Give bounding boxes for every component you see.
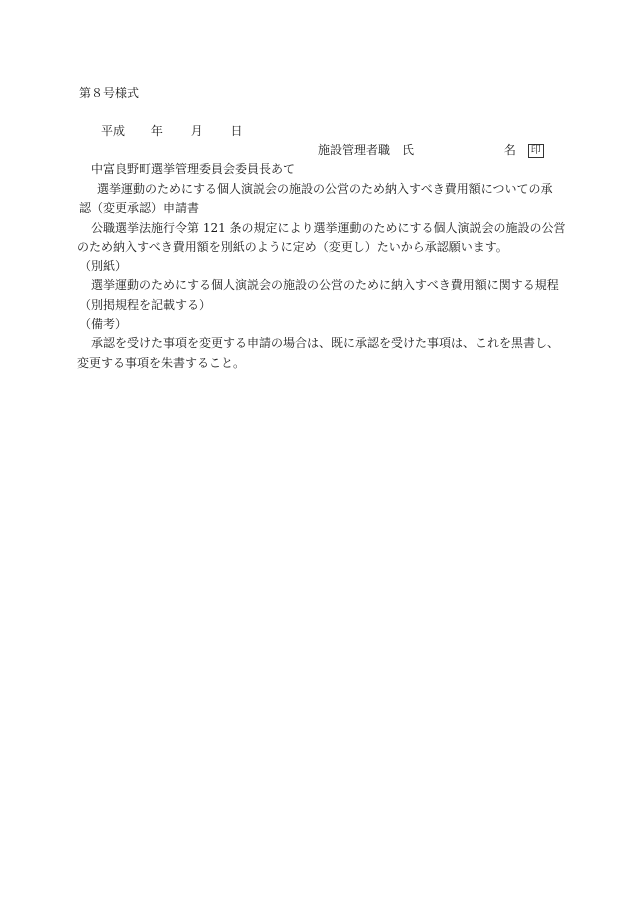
- applicant-line: [318, 140, 544, 160]
- remarks-heading: （備考）: [79, 317, 128, 331]
- applicant-title: 施設管理者職 氏: [318, 143, 415, 157]
- attachment-heading: （別紙）: [79, 259, 128, 273]
- subject-line-1: 選挙運動のためにする個人演説会の施設の公営のため納入すべき費用額についての承: [97, 182, 553, 196]
- remarks-line-2: 変更する事項を朱書すること。: [77, 356, 246, 370]
- date-year: 年: [150, 124, 163, 138]
- form-number: 第８号様式: [79, 86, 140, 100]
- seal-mark: 印: [528, 144, 544, 158]
- date-month: 月: [190, 124, 203, 138]
- applicant-name-suffix: 名: [503, 143, 516, 157]
- attachment-title: 選挙運動のためにする個人演説会の施設の公営のために納入すべき費用額に関する規程: [91, 278, 559, 292]
- body-line-1: 公職選挙法施行令第 121 条の規定により選挙運動のためにする個人演説会の施設の公営: [91, 221, 566, 235]
- body-line-2: のため納入すべき費用額を別紙のように定め（変更し）たいから承認願います。: [77, 240, 508, 254]
- date-era: 平成: [101, 124, 126, 138]
- date-line: [101, 121, 243, 141]
- addressee: 中富良野町選挙管理委員会委員長あて: [91, 162, 296, 176]
- date-day: 日: [230, 124, 243, 138]
- subject-line-2: 認（変更承認）申請書: [79, 201, 200, 215]
- attachment-note: （別掲規程を記載する）: [79, 298, 212, 312]
- remarks-line-1: 承認を受けた事項を変更する申請の場合は、既に承認を受けた事項は、これを黒書し、: [91, 336, 560, 350]
